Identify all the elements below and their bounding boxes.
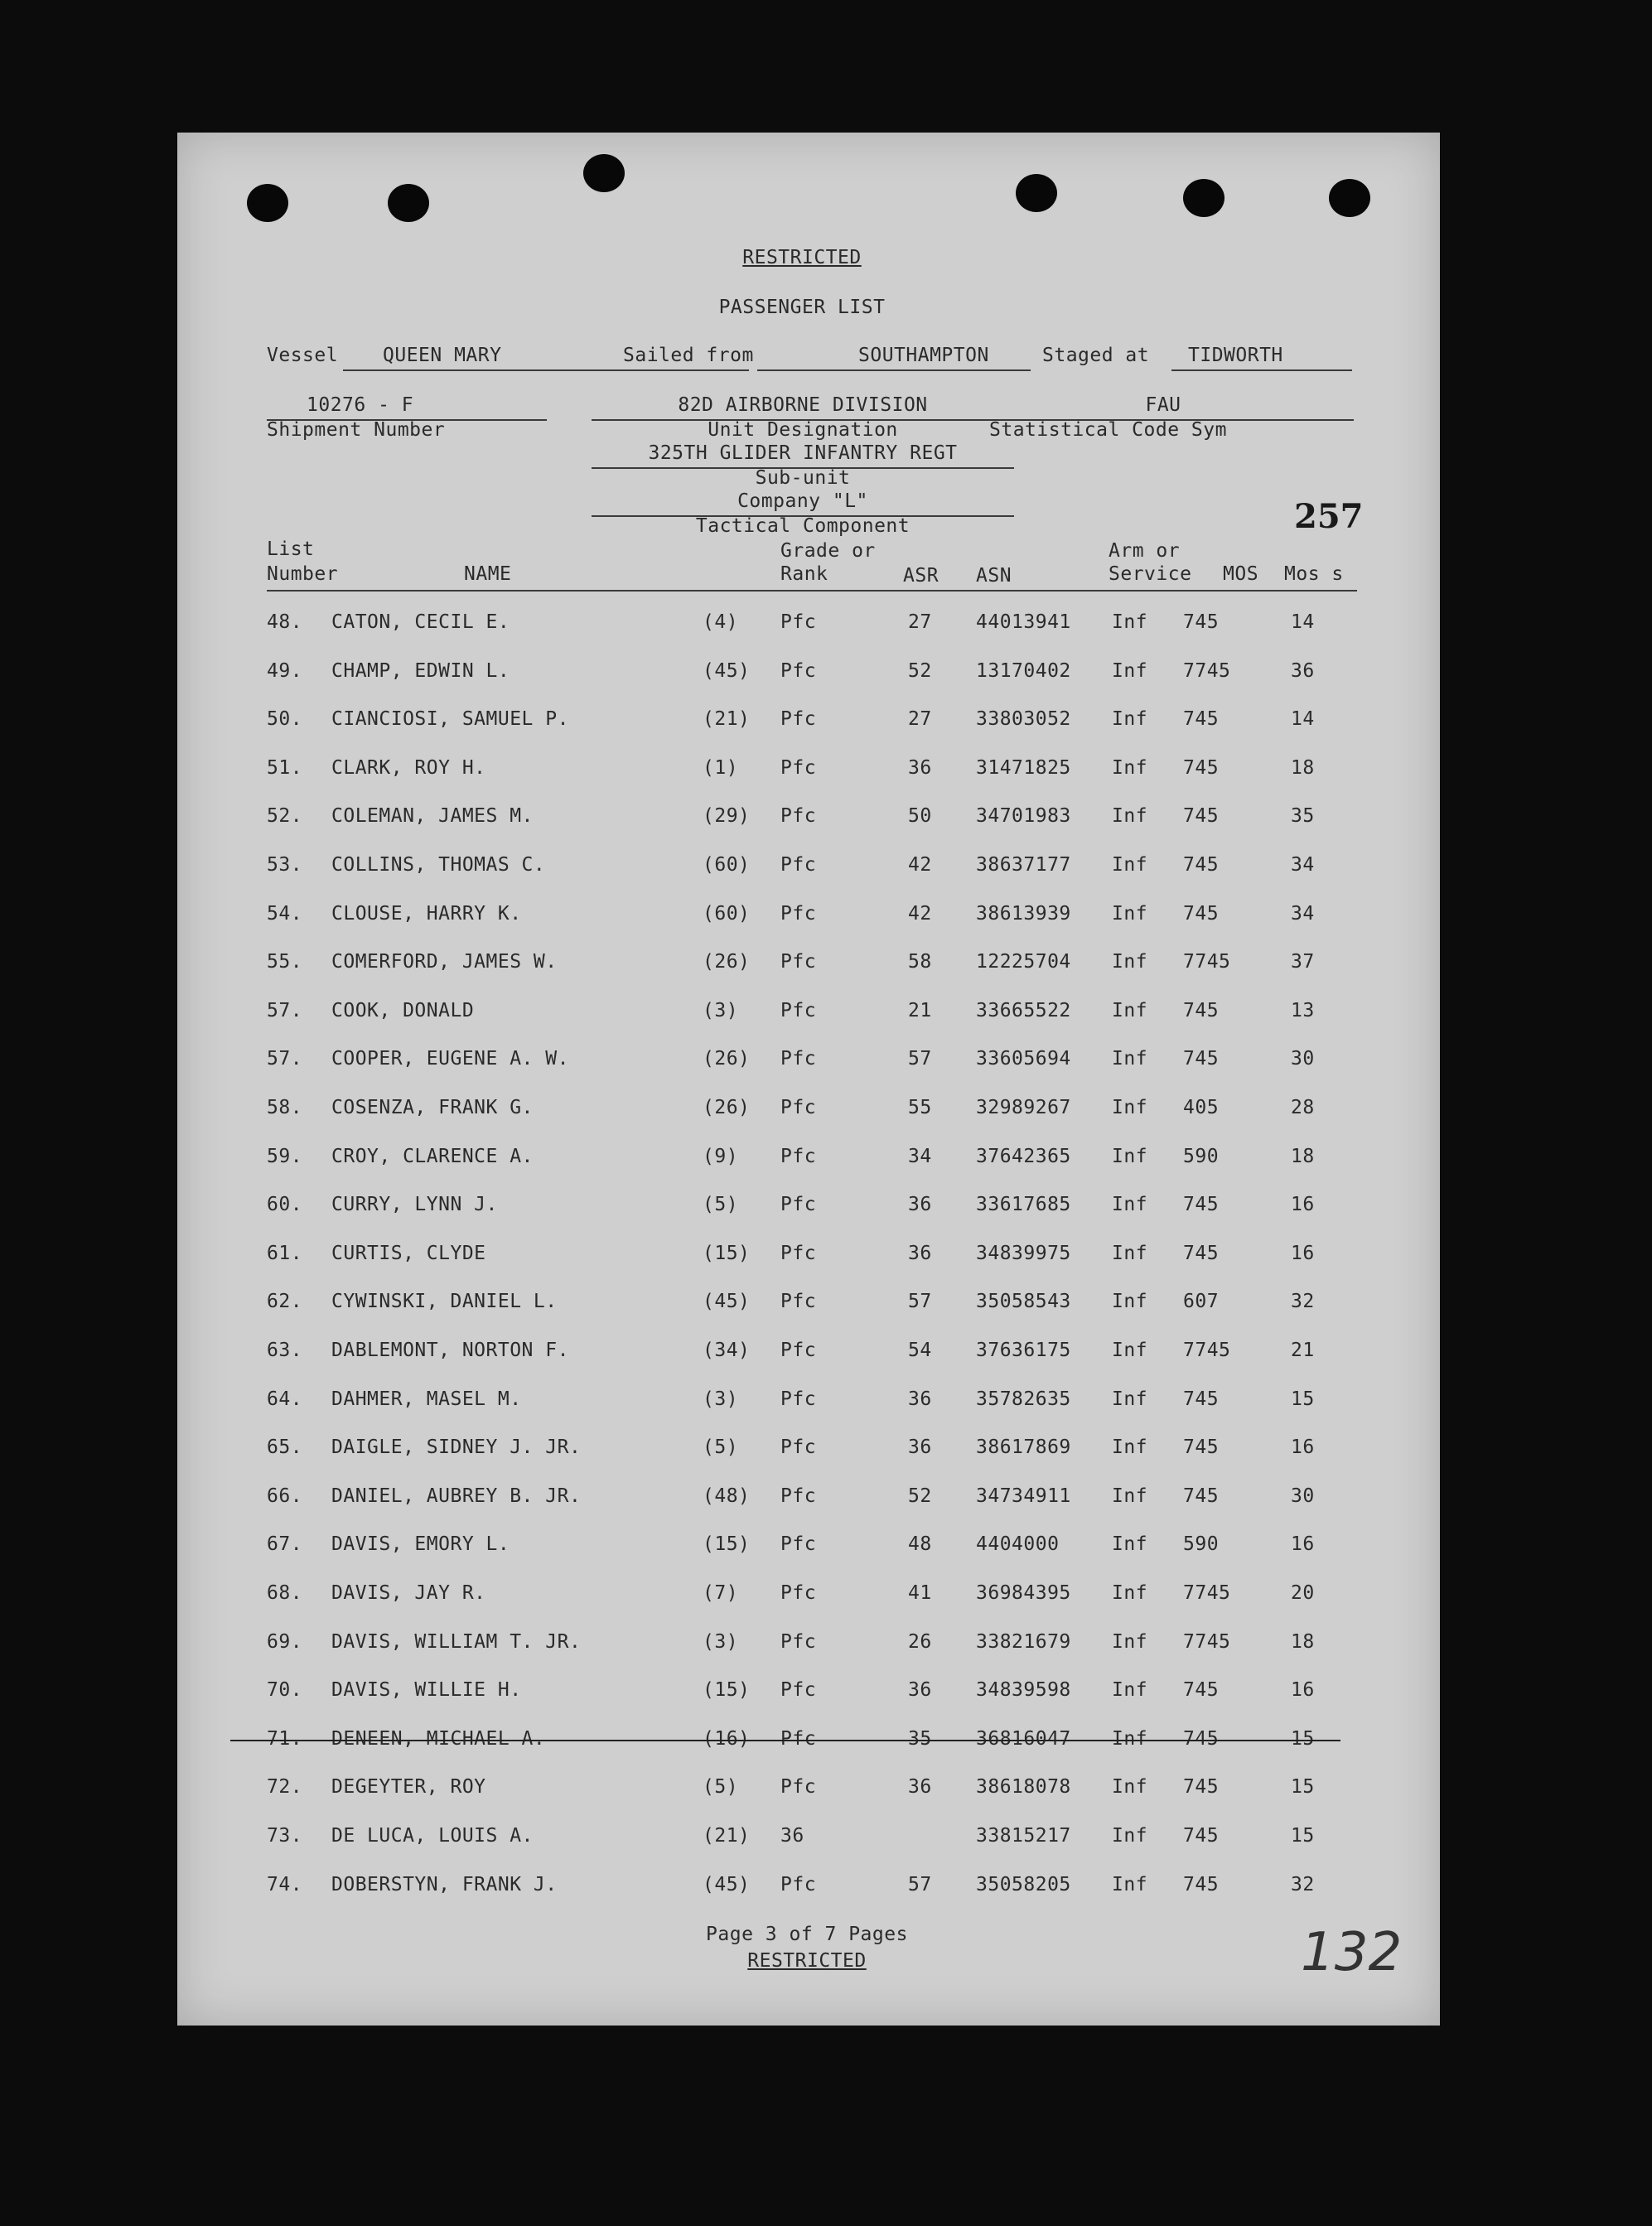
row-arm: Inf	[1112, 1485, 1148, 1507]
row-asn: 38613939	[976, 902, 1071, 925]
col-list: List	[267, 538, 315, 560]
row-component: (45)	[703, 1291, 751, 1313]
row-component: (21)	[703, 1825, 751, 1847]
row-months: 36	[1291, 659, 1315, 682]
row-asn: 33803052	[976, 708, 1071, 731]
row-name: DAVIS, WILLIE H.	[331, 1679, 522, 1702]
row-months: 15	[1291, 1825, 1315, 1847]
row-number: 69.	[267, 1630, 303, 1653]
row-months: 34	[1291, 902, 1315, 925]
row-arm: Inf	[1112, 805, 1148, 828]
row-asr: 52	[908, 1485, 932, 1507]
row-number: 57.	[267, 999, 303, 1021]
row-asr: 35	[908, 1727, 932, 1750]
row-component: (26)	[703, 1048, 751, 1070]
row-name: CATON, CECIL E.	[331, 611, 510, 633]
row-number: 51.	[267, 756, 303, 779]
row-name: DAVIS, EMORY L.	[331, 1533, 510, 1556]
row-number: 50.	[267, 708, 303, 731]
row-name: DOBERSTYN, FRANK J.	[331, 1873, 558, 1895]
row-asr: 34	[908, 1145, 932, 1167]
row-mos: 7745	[1183, 1630, 1231, 1653]
row-mos: 607	[1183, 1291, 1220, 1313]
row-asn: 4404000	[976, 1533, 1060, 1556]
row-arm: Inf	[1112, 1194, 1148, 1216]
row-asn: 37636175	[976, 1340, 1071, 1361]
row-component: (45)	[703, 659, 751, 682]
restricted-footer: RESTRICTED	[747, 1950, 867, 1972]
row-name: CIANCIOSI, SAMUEL P.	[331, 708, 569, 731]
row-mos: 745	[1183, 708, 1220, 731]
row-number: 53.	[267, 854, 303, 876]
row-asn: 33815217	[976, 1825, 1071, 1847]
row-asr: 36	[908, 1679, 932, 1702]
row-number: 48.	[267, 611, 303, 633]
row-asr: 57	[908, 1048, 932, 1070]
row-name: COOPER, EUGENE A. W.	[331, 1048, 569, 1070]
row-component: (15)	[703, 1533, 751, 1556]
row-mos: 7745	[1183, 659, 1231, 682]
row-arm: Inf	[1112, 1437, 1148, 1459]
row-name: DAVIS, WILLIAM T. JR.	[331, 1630, 582, 1653]
restricted-header: RESTRICTED	[742, 247, 862, 268]
row-months: 16	[1291, 1437, 1315, 1459]
row-arm: Inf	[1112, 1630, 1148, 1653]
row-asr: 50	[908, 805, 932, 828]
row-asn: 33821679	[976, 1630, 1071, 1653]
row-mos: 745	[1183, 1873, 1220, 1895]
row-component: (16)	[703, 1727, 751, 1750]
row-asn: 33617685	[976, 1194, 1071, 1216]
sailed-from-value: SOUTHAMPTON	[858, 345, 989, 366]
row-name: COLEMAN, JAMES M.	[331, 805, 534, 828]
row-months: 18	[1291, 1145, 1315, 1167]
row-number: 61.	[267, 1242, 303, 1264]
row-rank: Pfc	[780, 999, 817, 1021]
row-rank: Pfc	[780, 1485, 817, 1507]
row-arm: Inf	[1112, 1873, 1148, 1895]
row-mos: 745	[1183, 1727, 1220, 1750]
col-asn: ASN	[976, 565, 1012, 587]
row-component: (1)	[703, 756, 739, 779]
row-rank: Pfc	[780, 902, 817, 925]
row-component: (5)	[703, 1194, 739, 1216]
code-value: FAU	[1145, 394, 1181, 416]
row-mos: 745	[1183, 902, 1220, 925]
row-mos: 745	[1183, 1679, 1220, 1702]
row-mos: 745	[1183, 1388, 1220, 1410]
punch-hole	[1016, 174, 1057, 212]
row-months: 18	[1291, 1630, 1315, 1653]
row-rank: Pfc	[780, 1776, 817, 1799]
vessel-label: Vessel	[267, 345, 339, 366]
row-asn: 34839975	[976, 1242, 1071, 1264]
col-grade: Grade or	[780, 540, 876, 562]
row-months: 16	[1291, 1242, 1315, 1264]
col-name: NAME	[464, 563, 512, 585]
row-asn: 13170402	[976, 659, 1071, 682]
row-mos: 745	[1183, 1194, 1220, 1216]
col-arm: Arm or	[1109, 540, 1181, 562]
row-number: 74.	[267, 1873, 303, 1895]
row-arm: Inf	[1112, 1582, 1148, 1604]
row-arm: Inf	[1112, 1145, 1148, 1167]
row-name: COSENZA, FRANK G.	[331, 1097, 534, 1118]
row-name: DEGEYTER, ROY	[331, 1776, 486, 1799]
row-asn: 32989267	[976, 1097, 1071, 1118]
row-months: 34	[1291, 854, 1315, 876]
row-asr: 36	[908, 1776, 932, 1799]
row-number: 68.	[267, 1582, 303, 1604]
row-arm: Inf	[1112, 611, 1148, 633]
row-mos: 590	[1183, 1533, 1220, 1556]
row-mos: 7745	[1183, 951, 1231, 973]
row-number: 72.	[267, 1776, 303, 1799]
row-name: COOK, DONALD	[331, 999, 475, 1021]
row-arm: Inf	[1112, 1533, 1148, 1556]
document-title: PASSENGER LIST	[718, 297, 886, 318]
row-name: COMERFORD, JAMES W.	[331, 951, 558, 973]
row-mos: 590	[1183, 1145, 1220, 1167]
row-rank: Pfc	[780, 1194, 817, 1216]
row-rank: Pfc	[780, 1533, 817, 1556]
row-mos: 745	[1183, 805, 1220, 828]
row-asr: 48	[908, 1533, 932, 1556]
row-rank: Pfc	[780, 756, 817, 779]
row-rank: Pfc	[780, 1727, 817, 1750]
row-asr: 55	[908, 1097, 932, 1118]
tactical-component: Company "L"	[737, 490, 868, 512]
punch-hole	[388, 184, 429, 222]
row-name: DAHMER, MASEL M.	[331, 1388, 522, 1410]
row-arm: Inf	[1112, 1825, 1148, 1847]
row-mos: 745	[1183, 611, 1220, 633]
shipment-number: 10276 - F	[307, 394, 414, 416]
unit-designation: 82D AIRBORNE DIVISION	[678, 394, 928, 416]
punch-hole	[247, 184, 288, 222]
row-asn: 38617869	[976, 1437, 1071, 1459]
row-asr: 26	[908, 1630, 932, 1653]
row-asn: 37642365	[976, 1145, 1071, 1167]
row-mos: 745	[1183, 854, 1220, 876]
row-months: 18	[1291, 756, 1315, 779]
row-mos: 745	[1183, 1776, 1220, 1799]
row-number: 54.	[267, 902, 303, 925]
row-months: 16	[1291, 1194, 1315, 1216]
col-months: Mos s	[1284, 563, 1344, 585]
strikethrough-line	[230, 1740, 1340, 1741]
row-months: 37	[1291, 951, 1315, 973]
row-number: 58.	[267, 1097, 303, 1118]
row-months: 13	[1291, 999, 1315, 1021]
row-arm: Inf	[1112, 854, 1148, 876]
staged-at-value: TIDWORTH	[1188, 345, 1283, 366]
row-asr: 42	[908, 902, 932, 925]
row-component: (26)	[703, 1097, 751, 1118]
row-asn: 33605694	[976, 1048, 1071, 1070]
row-rank: Pfc	[780, 659, 817, 682]
punch-hole	[1183, 179, 1225, 217]
row-mos: 7745	[1183, 1340, 1231, 1361]
row-asr: 41	[908, 1582, 932, 1604]
row-component: (45)	[703, 1873, 751, 1895]
row-asn: 36816047	[976, 1727, 1071, 1750]
row-name: DABLEMONT, NORTON F.	[331, 1340, 569, 1361]
row-arm: Inf	[1112, 1097, 1148, 1118]
row-asn: 35058543	[976, 1291, 1071, 1313]
row-asn: 35782635	[976, 1388, 1071, 1410]
row-months: 32	[1291, 1873, 1315, 1895]
row-asr: 21	[908, 999, 932, 1021]
row-name: DENEEN, MICHAEL A.	[331, 1727, 546, 1750]
row-rank: Pfc	[780, 805, 817, 828]
row-asr: 27	[908, 708, 932, 731]
row-component: (5)	[703, 1437, 739, 1459]
sub-unit-label: Sub-unit	[755, 467, 851, 489]
row-number: 71.	[267, 1727, 303, 1750]
row-months: 16	[1291, 1533, 1315, 1556]
row-number: 70.	[267, 1679, 303, 1702]
row-number: 49.	[267, 659, 303, 682]
row-name: CHAMP, EDWIN L.	[331, 659, 510, 682]
row-rank: Pfc	[780, 1340, 817, 1361]
row-arm: Inf	[1112, 708, 1148, 731]
row-number: 62.	[267, 1291, 303, 1313]
row-asr: 36	[908, 1194, 932, 1216]
row-number: 66.	[267, 1485, 303, 1507]
row-mos: 745	[1183, 1437, 1220, 1459]
row-number: 73.	[267, 1825, 303, 1847]
col-rank: Rank	[780, 563, 828, 585]
row-name: DAVIS, JAY R.	[331, 1582, 486, 1604]
row-rank: Pfc	[780, 1145, 817, 1167]
row-rank: Pfc	[780, 1437, 817, 1459]
row-arm: Inf	[1112, 1291, 1148, 1313]
row-rank: Pfc	[780, 1630, 817, 1653]
row-arm: Inf	[1112, 1048, 1148, 1070]
row-number: 63.	[267, 1340, 303, 1361]
row-arm: Inf	[1112, 1727, 1148, 1750]
col-asr: ASR	[903, 565, 940, 587]
row-component: (15)	[703, 1679, 751, 1702]
row-months: 32	[1291, 1291, 1315, 1313]
shipment-label: Shipment Number	[267, 419, 446, 441]
row-name: DANIEL, AUBREY B. JR.	[331, 1485, 582, 1507]
row-rank: Pfc	[780, 1097, 817, 1118]
row-arm: Inf	[1112, 1388, 1148, 1410]
row-asn: 38618078	[976, 1776, 1071, 1799]
row-name: CLOUSE, HARRY K.	[331, 902, 522, 925]
tactical-label: Tactical Component	[695, 515, 911, 537]
row-component: (15)	[703, 1242, 751, 1264]
sailed-underline	[757, 369, 1031, 371]
row-asr: 42	[908, 854, 932, 876]
row-arm: Inf	[1112, 902, 1148, 925]
row-number: 55.	[267, 951, 303, 973]
row-arm: Inf	[1112, 756, 1148, 779]
staged-underline	[1171, 369, 1352, 371]
row-rank: Pfc	[780, 611, 817, 633]
row-component: (3)	[703, 1388, 739, 1410]
row-months: 14	[1291, 611, 1315, 633]
row-asn: 36984395	[976, 1582, 1071, 1604]
row-arm: Inf	[1112, 1242, 1148, 1264]
row-asr: 36	[908, 756, 932, 779]
row-component: (34)	[703, 1340, 751, 1361]
row-months: 15	[1291, 1388, 1315, 1410]
row-mos: 745	[1183, 999, 1220, 1021]
row-rank: Pfc	[780, 1048, 817, 1070]
row-asn: 31471825	[976, 756, 1071, 779]
row-asr: 27	[908, 611, 932, 633]
row-name: CROY, CLARENCE A.	[331, 1145, 534, 1167]
row-asn: 34701983	[976, 805, 1071, 828]
row-rank: Pfc	[780, 1873, 817, 1895]
row-months: 30	[1291, 1485, 1315, 1507]
row-component: (60)	[703, 902, 751, 925]
row-asr: 57	[908, 1873, 932, 1895]
row-number: 59.	[267, 1145, 303, 1167]
document-page	[177, 133, 1440, 2026]
row-name: DE LUCA, LOUIS A.	[331, 1825, 534, 1847]
col-number: Number	[267, 563, 339, 585]
row-asn: 34839598	[976, 1679, 1071, 1702]
sailed-from-label: Sailed from	[623, 345, 754, 366]
row-component: (26)	[703, 951, 751, 973]
handwritten-number: 132	[1301, 1922, 1403, 1983]
row-number: 57.	[267, 1048, 303, 1070]
row-asn: 33665522	[976, 999, 1071, 1021]
punch-hole	[1329, 179, 1370, 217]
row-number: 60.	[267, 1194, 303, 1216]
sub-unit: 325TH GLIDER INFANTRY REGT	[648, 442, 958, 464]
row-component: (4)	[703, 611, 739, 633]
row-asr: 36	[908, 1242, 932, 1264]
row-asr: 54	[908, 1340, 932, 1361]
row-mos: 405	[1183, 1097, 1220, 1118]
row-arm: Inf	[1112, 1679, 1148, 1702]
row-component: (9)	[703, 1145, 739, 1167]
row-mos: 745	[1183, 1825, 1220, 1847]
row-component: (5)	[703, 1776, 739, 1799]
row-mos: 7745	[1183, 1582, 1231, 1604]
row-name: CURRY, LYNN J.	[331, 1194, 498, 1216]
row-asn: 35058205	[976, 1873, 1071, 1895]
row-number: 52.	[267, 805, 303, 828]
col-mos: MOS	[1223, 563, 1259, 585]
row-component: (7)	[703, 1582, 739, 1604]
row-arm: Inf	[1112, 1776, 1148, 1799]
row-arm: Inf	[1112, 951, 1148, 973]
row-name: CURTIS, CLYDE	[331, 1242, 486, 1264]
row-asn: 34734911	[976, 1485, 1071, 1507]
row-name: COLLINS, THOMAS C.	[331, 854, 546, 876]
row-months: 14	[1291, 708, 1315, 731]
row-rank: Pfc	[780, 1582, 817, 1604]
row-component: (48)	[703, 1485, 751, 1507]
col-service: Service	[1109, 563, 1192, 585]
row-asr: 36	[908, 1388, 932, 1410]
row-component: (60)	[703, 854, 751, 876]
row-months: 16	[1291, 1679, 1315, 1702]
row-months: 15	[1291, 1727, 1315, 1750]
row-rank: Pfc	[780, 708, 817, 731]
row-asr: 58	[908, 951, 932, 973]
row-component: (3)	[703, 1630, 739, 1653]
unit-label: Unit Designation	[708, 419, 898, 441]
row-months: 20	[1291, 1582, 1315, 1604]
header-rule	[267, 590, 1357, 592]
row-number: 64.	[267, 1388, 303, 1410]
row-name: CYWINSKI, DANIEL L.	[331, 1291, 558, 1313]
row-asn: 44013941	[976, 611, 1071, 633]
row-component: (3)	[703, 999, 739, 1021]
row-rank: Pfc	[780, 1242, 817, 1264]
row-name: CLARK, ROY H.	[331, 756, 486, 779]
row-mos: 745	[1183, 1485, 1220, 1507]
row-asr: 36	[908, 1437, 932, 1459]
page-stamp-number: 257	[1294, 497, 1364, 536]
punch-hole	[583, 154, 625, 192]
row-rank: Pfc	[780, 1679, 817, 1702]
row-rank: Pfc	[780, 1291, 817, 1313]
staged-at-label: Staged at	[1042, 345, 1150, 366]
row-arm: Inf	[1112, 1340, 1148, 1361]
row-rank: Pfc	[780, 951, 817, 973]
row-months: 21	[1291, 1340, 1315, 1361]
row-mos: 745	[1183, 756, 1220, 779]
row-months: 28	[1291, 1097, 1315, 1118]
row-arm: Inf	[1112, 659, 1148, 682]
row-rank: 36	[780, 1825, 804, 1847]
row-arm: Inf	[1112, 999, 1148, 1021]
row-mos: 745	[1183, 1242, 1220, 1264]
row-component: (29)	[703, 805, 751, 828]
row-rank: Pfc	[780, 1388, 817, 1410]
row-component: (21)	[703, 708, 751, 731]
row-asr: 57	[908, 1291, 932, 1313]
vessel-underline	[343, 369, 749, 371]
row-asn: 38637177	[976, 854, 1071, 876]
row-mos: 745	[1183, 1048, 1220, 1070]
code-label: Statistical Code Sym	[989, 419, 1227, 441]
vessel-value: QUEEN MARY	[383, 345, 502, 366]
row-asn: 12225704	[976, 951, 1071, 973]
row-months: 15	[1291, 1776, 1315, 1799]
row-months: 30	[1291, 1048, 1315, 1070]
row-asr: 52	[908, 659, 932, 682]
row-rank: Pfc	[780, 854, 817, 876]
row-name: DAIGLE, SIDNEY J. JR.	[331, 1437, 582, 1459]
page-indicator: Page 3 of 7 Pages	[706, 1924, 908, 1945]
row-number: 67.	[267, 1533, 303, 1556]
row-months: 35	[1291, 805, 1315, 828]
row-number: 65.	[267, 1437, 303, 1459]
